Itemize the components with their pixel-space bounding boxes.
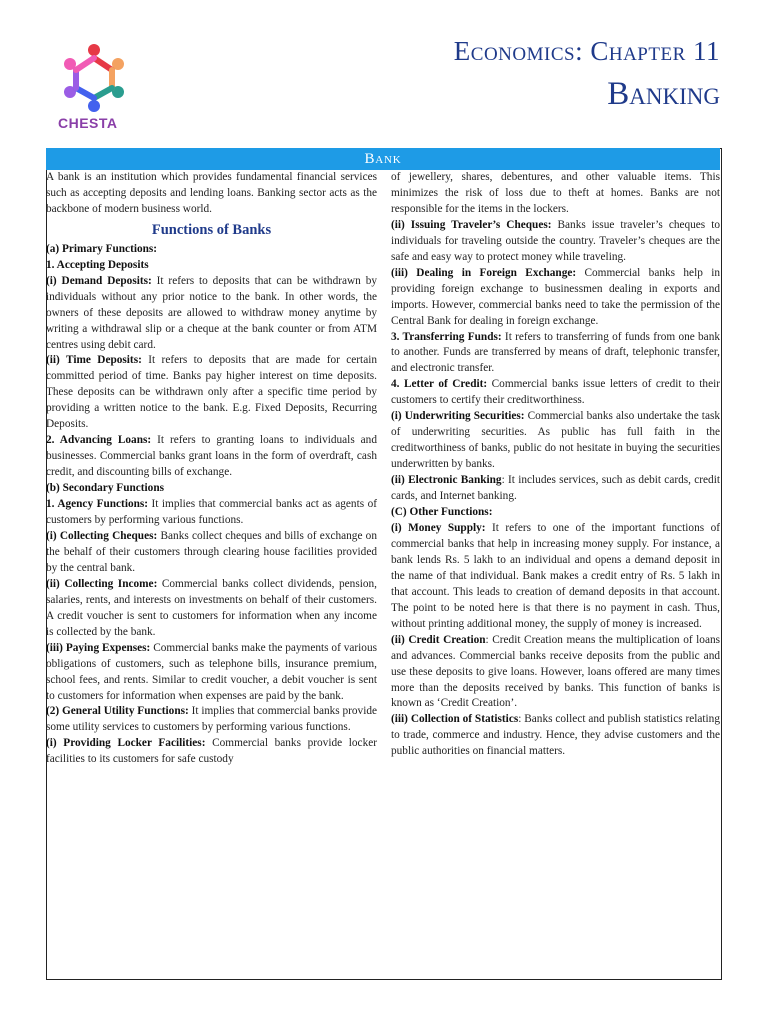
chapter-subtitle: Banking: [607, 76, 720, 112]
locker-facilities-paragraph: (i) Providing Locker Facilities: Commercial banks provide locker facilities to its customers for safe custody: [46, 737, 377, 766]
chapter-title: Economics: Chapter 11: [453, 36, 720, 66]
travelers-cheques-paragraph: (ii) Issuing Traveler’s Cheques: Banks issue traveler’s cheques to individuals for traveling outside the country. Traveler’s cheques are the safe and easy way to protect money while traveling.: [391, 218, 721, 263]
functions-heading: Functions of Banks: [151, 221, 272, 238]
logo-text: CHESTA: [58, 115, 118, 131]
section-banner: Bank: [46, 148, 720, 170]
electronic-banking-paragraph: (ii) Electronic Banking: It includes services, such as debit cards, credit cards, and Internet banking.: [391, 474, 720, 503]
credit-creation-paragraph: (ii) Credit Creation: Credit Creation means the multiplication of loans and advances. Commercial banks receive deposits from the public and use these deposits to give loans. However, loans offered are many times more than the deposits received by banks. This function of banks is known as ‘Credit Creation’.: [391, 633, 721, 710]
statistics-paragraph: (iii) Collection of Statistics: Banks collect and publish statistics relating to trade, commerce and industry. Hence, they advise customers and the public authorities on financial matters.: [391, 713, 720, 758]
demand-deposits-paragraph: (i) Demand Deposits: It refers to deposits that can be withdrawn by individuals without any prior notice to the bank. In other words, the owners of these deposits are allowed to withdraw money anytime by writing a withdrawal slip or a cheque at the bank counter or from ATM centres using debit card.: [46, 274, 377, 351]
primary-functions-heading: (a) Primary Functions:: [46, 242, 158, 255]
secondary-functions-heading: (b) Secondary Functions: [46, 482, 164, 495]
transferring-funds-paragraph: 3. Transferring Funds: It refers to transferring of funds from one bank to another. Funds are transferred by means of draft, telephonic transfer, and electronic transfer.: [391, 330, 720, 375]
time-deposits-paragraph: (ii) Time Deposits: It refers to deposits that are made for certain committed period of time. Banks pay higher interest on time deposits. These deposits can be withdrawn only after a specific time period by providing a written notice to the bank. E.g. Fixed Deposits, Recurring Deposits.: [46, 354, 377, 431]
other-functions-heading: (C) Other Functions:: [391, 506, 493, 519]
collecting-income-paragraph: (ii) Collecting Income: Commercial banks collect dividends, pension, salaries, rents, and interests on investments on behalf of their customers. A credit voucher is sent to customers for information when any income is collected by the bank.: [46, 577, 377, 638]
intro-paragraph: A bank is an institution which provides fundamental financial services such as accepting deposits and lending loans. Banking sector acts as the backbone of modern business world.: [46, 171, 377, 215]
underwriting-paragraph: (i) Underwriting Securities: Commercial banks also undertake the task of underwriting securities. As public has full faith in the creditworthiness of banks, public do not hesitate in buying the securities underwritten by banks.: [391, 410, 721, 471]
foreign-exchange-paragraph: (iii) Dealing in Foreign Exchange: Commercial banks help in providing foreign exchange to businessmen dealing in exports and imports. However, commercial banks need to take the permission of the Central Bank for dealing in foreign exchange.: [391, 266, 721, 327]
right-column: [391, 170, 720, 760]
left-column: [46, 170, 377, 768]
locker-continuation-paragraph: of jewellery, shares, debentures, and other valuable items. This minimizes the risk of loss due to theft at homes. Banks are not responsible for the items in the lockers.: [391, 171, 720, 215]
letter-of-credit-paragraph: 4. Letter of Credit: Commercial banks issue letters of credit to their customers to certify their creditworthiness.: [391, 378, 720, 407]
collecting-cheques-paragraph: (i) Collecting Cheques: Banks collect cheques and bills of exchange on the behalf of their customers through clearing house facilities provided by the central bank.: [46, 529, 377, 574]
money-supply-paragraph: (i) Money Supply: It refers to one of the important functions of commercial banks that help in increasing money supply. For instance, a bank lends Rs. 5 lakh to an individual and opens a demand deposit in the name of that individual. Bank makes a credit entry of Rs. 5 lakh in that account. This leads to creation of demand deposits in that account. The point to be noted here is that there is no payment in cash. Thus, without printing additional money, the supply of money is increased.: [391, 521, 721, 630]
agency-functions-paragraph: 1. Agency Functions: It implies that commercial banks act as agents of customers by performing various functions.: [46, 498, 377, 527]
advancing-loans-paragraph: 2. Advancing Loans: It refers to granting loans to individuals and businesses. Commercial banks grant loans in the form of overdraft, cash credit, and discounting bills of exchange.: [46, 434, 377, 479]
paying-expenses-paragraph: (iii) Paying Expenses: Commercial banks make the payments of various obligations of customers, such as telephone bills, insurance premium, school fees, and rents. Similar to credit voucher, a debit voucher is sent to customers for information when expenses are paid by the bank.: [46, 641, 377, 702]
general-utility-paragraph: (2) General Utility Functions: It implies that commercial banks provide some utility services to customers by performing various functions.: [46, 705, 377, 734]
accepting-deposits-heading: 1. Accepting Deposits: [46, 258, 149, 271]
